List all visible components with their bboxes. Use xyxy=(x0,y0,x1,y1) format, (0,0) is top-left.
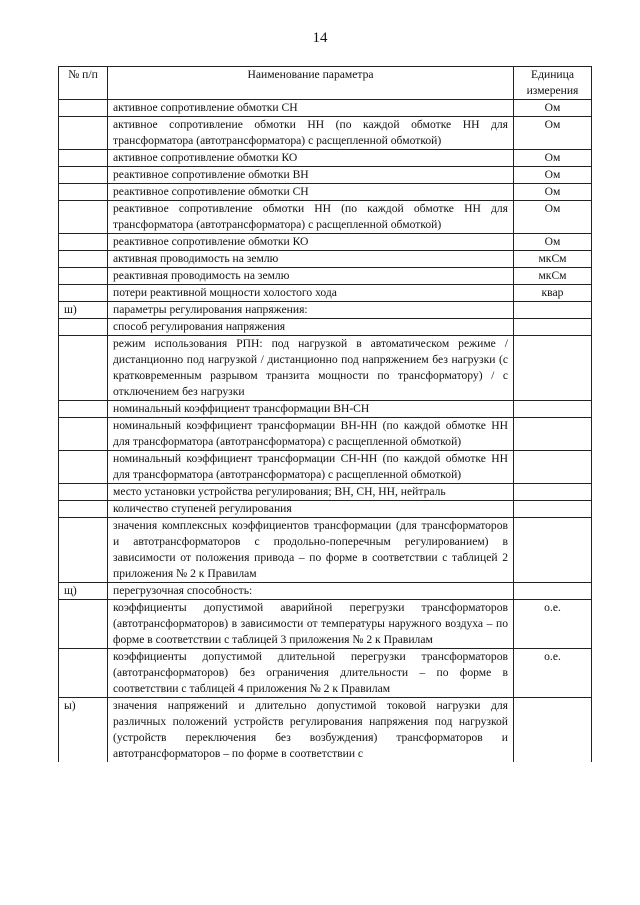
table-row xyxy=(59,583,592,600)
row-parameter-name: параметры регулирования напряжения: xyxy=(108,302,514,319)
row-parameter-name: реактивное сопротивление обмотки НН (по каждой обмотке НН для трансформатора (автотрансформатора) с расщепленной обмоткой) xyxy=(108,201,514,234)
table-row xyxy=(59,150,592,167)
row-unit: мкСм xyxy=(514,268,592,285)
table-row xyxy=(59,234,592,251)
row-parameter-name: место установки устройства регулирования; ВН, СН, НН, нейтраль xyxy=(108,484,514,501)
row-parameter-name: активное сопротивление обмотки НН (по каждой обмотке НН для трансформатора (автотрансформатора) с расщепленной обмоткой) xyxy=(108,117,514,150)
row-unit xyxy=(514,484,592,501)
row-parameter-name: номинальный коэффициент трансформации ВН-НН (по каждой обмотке НН для трансформатора (автотрансформатора) с расщепленной обмоткой) xyxy=(108,418,514,451)
row-number xyxy=(59,336,108,401)
row-number xyxy=(59,201,108,234)
row-number xyxy=(59,100,108,117)
row-parameter-name: значения комплексных коэффициентов трансформации (для трансформаторов и автотрансформаторов с продольно-поперечным регулированием) в зависимости от положения привода – по форме в соответствии с таблицей 2 приложения № 2 к Правилам xyxy=(108,518,514,583)
row-unit xyxy=(514,583,592,600)
row-unit xyxy=(514,501,592,518)
row-unit: мкСм xyxy=(514,251,592,268)
row-parameter-name: активная проводимость на землю xyxy=(108,251,514,268)
row-number xyxy=(59,117,108,150)
row-unit: Ом xyxy=(514,117,592,150)
table-row xyxy=(59,184,592,201)
table-row xyxy=(59,319,592,336)
parameters-table xyxy=(58,66,592,762)
row-number xyxy=(59,484,108,501)
row-number: щ) xyxy=(59,583,108,600)
row-number xyxy=(59,184,108,201)
table-row xyxy=(59,167,592,184)
row-parameter-name: номинальный коэффициент трансформации СН-НН (по каждой обмотке НН для трансформатора (автотрансформатора) с расщепленной обмоткой) xyxy=(108,451,514,484)
row-unit xyxy=(514,698,592,763)
row-number xyxy=(59,268,108,285)
row-parameter-name: реактивное сопротивление обмотки КО xyxy=(108,234,514,251)
row-number xyxy=(59,518,108,583)
row-number xyxy=(59,501,108,518)
row-number xyxy=(59,167,108,184)
row-parameter-name: активное сопротивление обмотки СН xyxy=(108,100,514,117)
row-unit xyxy=(514,401,592,418)
table-row xyxy=(59,649,592,698)
row-parameter-name: активное сопротивление обмотки КО xyxy=(108,150,514,167)
table-row xyxy=(59,336,592,401)
row-unit xyxy=(514,336,592,401)
table-row xyxy=(59,418,592,451)
page-number: 14 xyxy=(312,30,328,46)
row-number: ы) xyxy=(59,698,108,763)
table-row xyxy=(59,117,592,150)
table-row xyxy=(59,302,592,319)
row-number xyxy=(59,251,108,268)
row-unit: Ом xyxy=(514,167,592,184)
row-unit xyxy=(514,451,592,484)
row-parameter-name: значения напряжений и длительно допустимой токовой нагрузки для различных положений устройств регулирования напряжения под нагрузкой (устройств переключения без возбуждения) трансформаторов и автотрансформаторов – по форме в соответствии с xyxy=(108,698,514,763)
row-unit: Ом xyxy=(514,184,592,201)
row-number xyxy=(59,600,108,649)
table-row xyxy=(59,698,592,763)
row-number xyxy=(59,401,108,418)
row-parameter-name: перегрузочная способность: xyxy=(108,583,514,600)
row-number xyxy=(59,451,108,484)
row-parameter-name: коэффициенты допустимой длительной перегрузки трансформаторов (автотрансформаторов) без ограничения длительности – по форме в соответствии с таблицей 4 приложения № 2 к Правилам xyxy=(108,649,514,698)
row-number xyxy=(59,234,108,251)
row-number xyxy=(59,150,108,167)
row-number xyxy=(59,285,108,302)
row-parameter-name: потери реактивной мощности холостого хода xyxy=(108,285,514,302)
table-row xyxy=(59,100,592,117)
row-unit: о.е. xyxy=(514,649,592,698)
table-body xyxy=(59,100,592,763)
table-row xyxy=(59,251,592,268)
row-number xyxy=(59,319,108,336)
row-unit xyxy=(514,518,592,583)
row-unit: о.е. xyxy=(514,600,592,649)
row-number xyxy=(59,418,108,451)
table-row xyxy=(59,401,592,418)
table-row xyxy=(59,451,592,484)
row-unit xyxy=(514,418,592,451)
table-row xyxy=(59,268,592,285)
table-row xyxy=(59,501,592,518)
row-parameter-name: количество ступеней регулирования xyxy=(108,501,514,518)
row-unit: квар xyxy=(514,285,592,302)
table-row xyxy=(59,600,592,649)
row-unit xyxy=(514,302,592,319)
table-row xyxy=(59,518,592,583)
header-parameter-name: Наименование параметра xyxy=(108,67,514,100)
row-parameter-name: номинальный коэффициент трансформации ВН-СН xyxy=(108,401,514,418)
row-parameter-name: способ регулирования напряжения xyxy=(108,319,514,336)
row-unit: Ом xyxy=(514,150,592,167)
row-number xyxy=(59,649,108,698)
row-parameter-name: режим использования РПН: под нагрузкой в автоматическом режиме / дистанционно под нагрузкой / дистанционно под напряжением без нагрузки (с кратковременным разрывом транзита мощности по трансформатору) / с отключением без нагрузки xyxy=(108,336,514,401)
header-number: № п/п xyxy=(59,67,108,100)
row-unit: Ом xyxy=(514,234,592,251)
row-parameter-name: коэффициенты допустимой аварийной перегрузки трансформаторов (автотрансформаторов) в зависимости от температуры наружного воздуха – по форме в соответствии с таблицей 3 приложения № 2 к Правилам xyxy=(108,600,514,649)
row-unit xyxy=(514,319,592,336)
row-parameter-name: реактивное сопротивление обмотки ВН xyxy=(108,167,514,184)
table-row xyxy=(59,484,592,501)
table-row xyxy=(59,285,592,302)
row-unit: Ом xyxy=(514,201,592,234)
table-row xyxy=(59,201,592,234)
row-unit: Ом xyxy=(514,100,592,117)
row-parameter-name: реактивное сопротивление обмотки СН xyxy=(108,184,514,201)
header-unit: Единица измерения xyxy=(514,67,592,100)
table-header-row xyxy=(59,67,592,100)
row-parameter-name: реактивная проводимость на землю xyxy=(108,268,514,285)
row-number: ш) xyxy=(59,302,108,319)
